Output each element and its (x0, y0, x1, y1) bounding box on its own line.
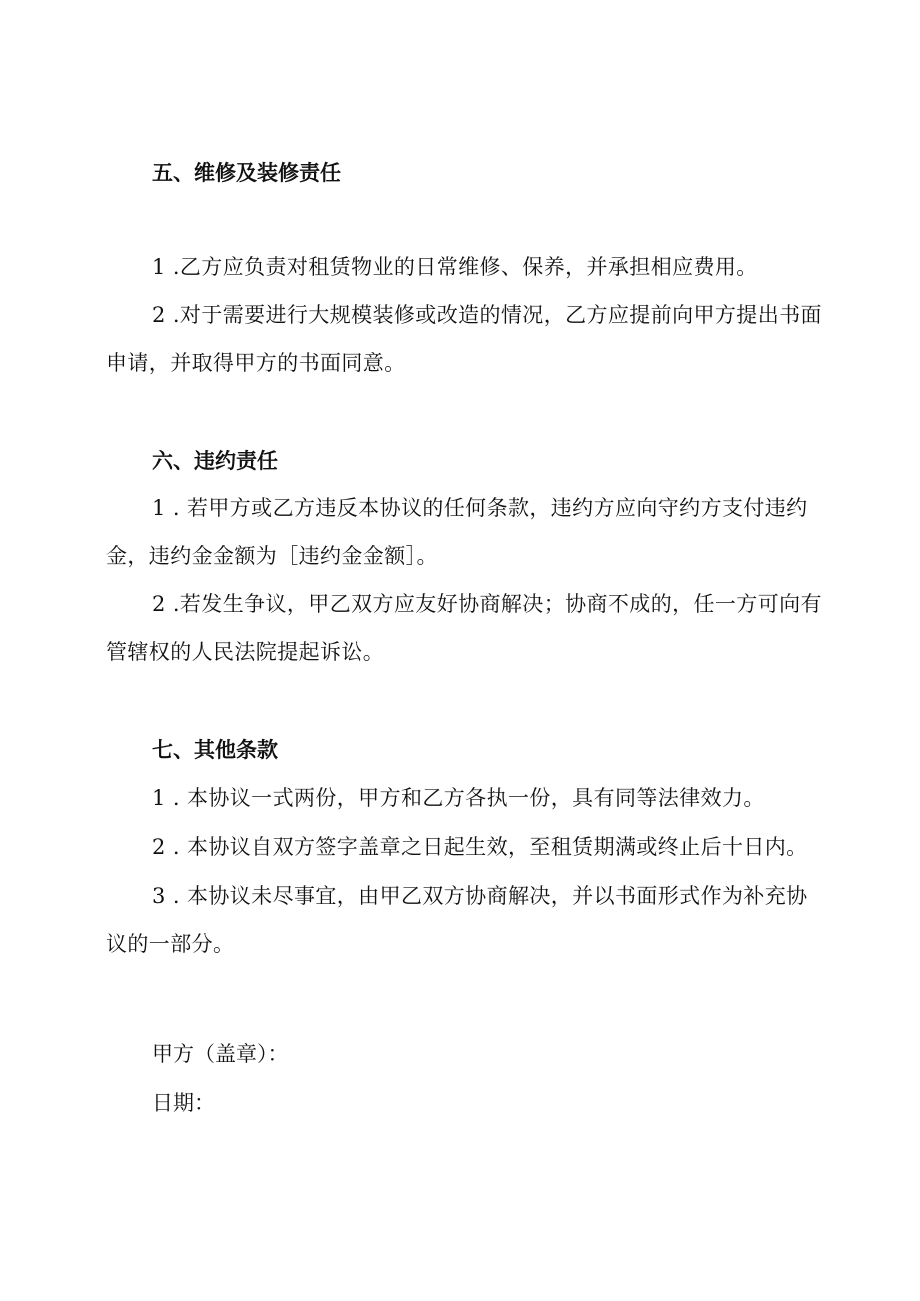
clause-breach-2: 2 .若发生争议，甲乙双方应友好协商解决；协商不成的，任一方可向有管辖权的人民法院提起诉讼。 (106, 592, 822, 664)
clause-other-1: 1 . 本协议一式两份，甲方和乙方各执一份，具有同等法律效力。 (152, 786, 765, 810)
clause-maintenance-2: 2 .对于需要进行大规模装修或改造的情况，乙方应提前向甲方提出书面申请，并取得甲方的书面同意。 (106, 303, 822, 375)
party-a-seal-label: 甲方（盖章）： (152, 1042, 289, 1066)
section-heading-maintenance: 五、维修及装修责任 (152, 161, 341, 185)
section-heading-other: 七、其他条款 (152, 738, 278, 762)
clause-other-3: 3 . 本协议未尽事宜，由甲乙双方协商解决，并以书面形式作为补充协议的一部分。 (106, 884, 808, 956)
clause-maintenance-1: 1 .乙方应负责对租赁物业的日常维修、保养，并承担相应费用。 (152, 255, 758, 279)
clause-other-2: 2 . 本协议自双方签字盖章之日起生效，至租赁期满或终止后十日内。 (152, 835, 808, 859)
clause-breach-1: 1 . 若甲方或乙方违反本协议的任何条款，违约方应向守约方支付违约金，违约金金额为［违约金金额］。 (106, 496, 808, 568)
section-heading-breach: 六、违约责任 (152, 449, 278, 473)
date-label: 日期： (152, 1091, 215, 1115)
